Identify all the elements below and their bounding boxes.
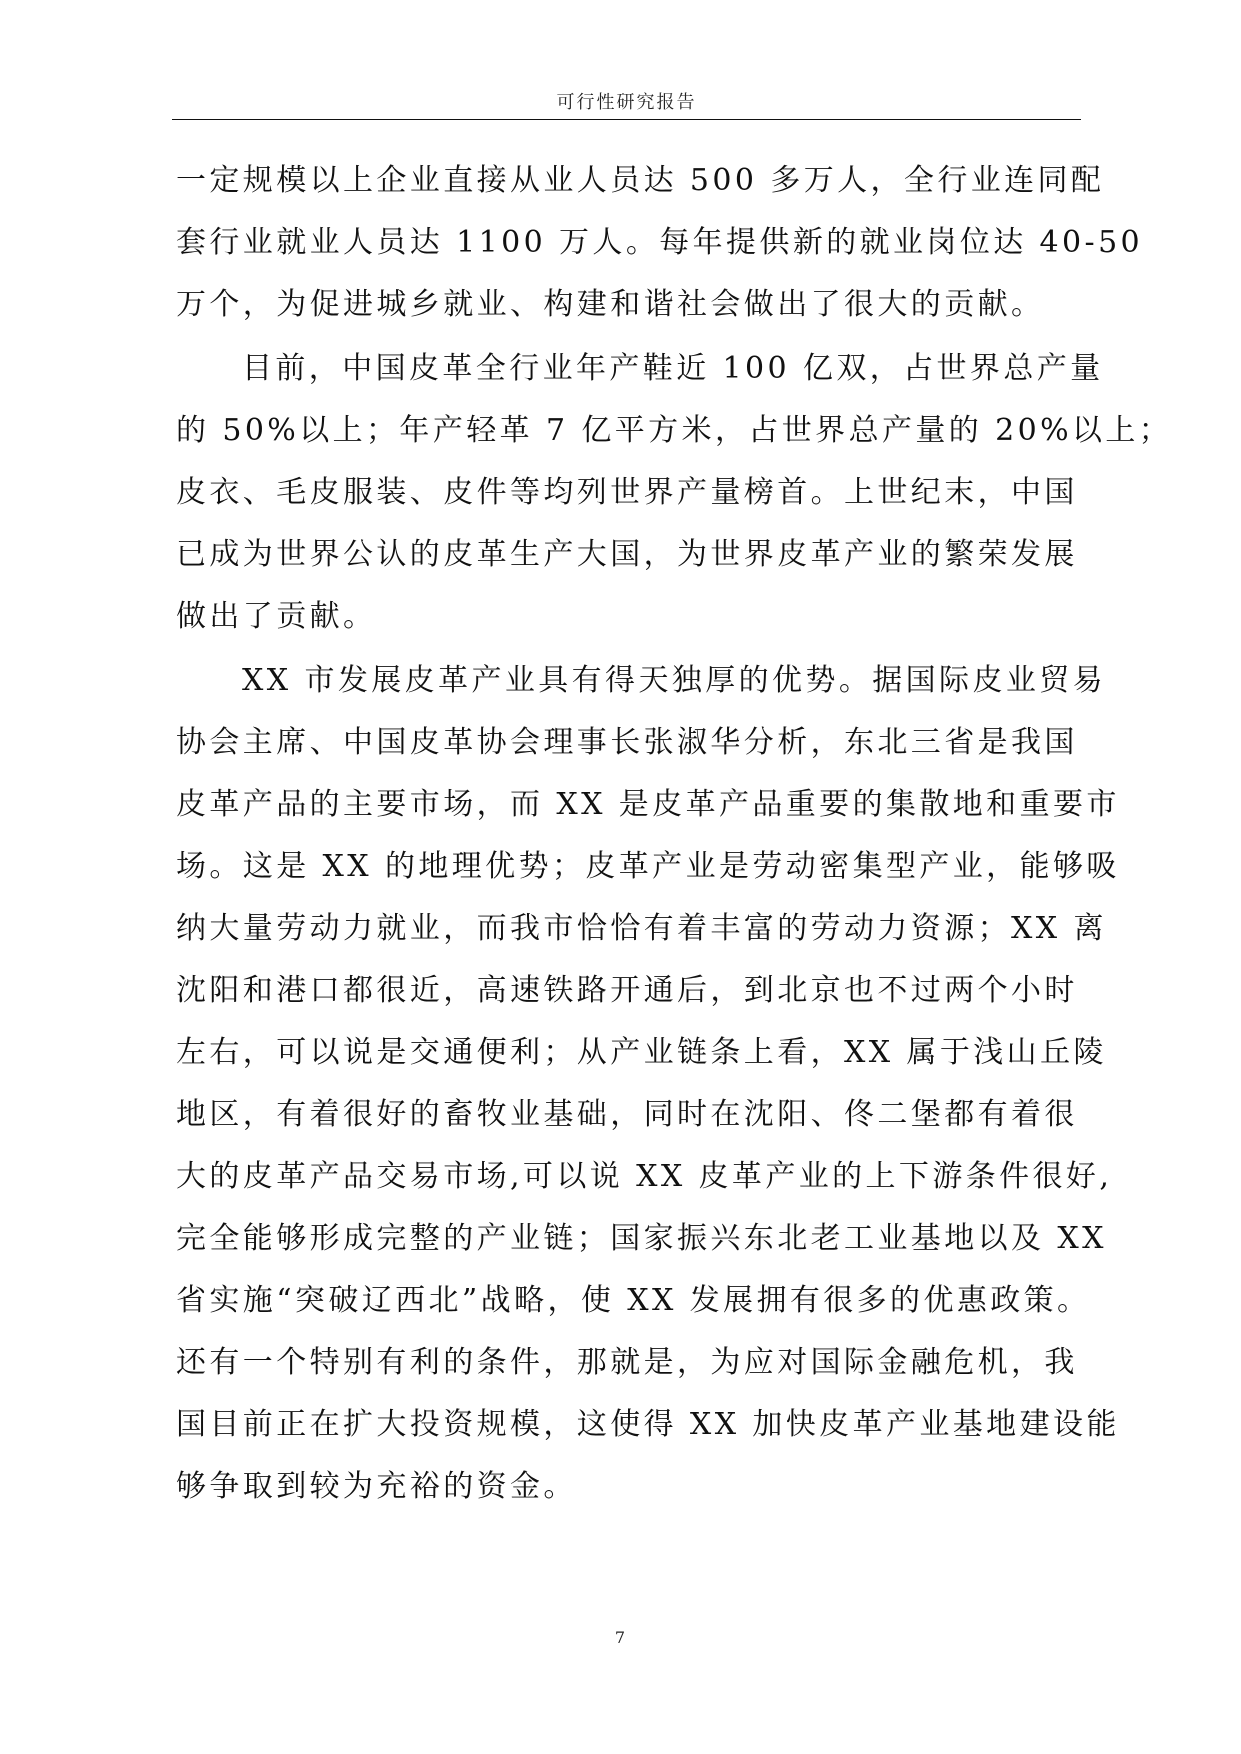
paragraph-3 (176, 650, 1120, 1518)
paragraph-2 (176, 338, 1173, 648)
page-number: 7 (614, 1628, 626, 1647)
text-line: 够争取到较为充裕的资金。 (176, 1469, 577, 1504)
text-line: 场。这是 XX 的地理优势；皮革产业是劳动密集型产业，能够吸 (176, 849, 1120, 884)
text-line: 左右，可以说是交通便利；从产业链条上看，XX 属于浅山丘陵 (176, 1035, 1107, 1070)
text-line: 完全能够形成完整的产业链；国家振兴东北老工业基地以及 XX (176, 1221, 1107, 1256)
paragraph-1 (176, 150, 1144, 336)
text-line: 皮革产品的主要市场，而 XX 是皮革产品重要的集散地和重要市 (176, 787, 1120, 822)
page-header-title: 可行性研究报告 (556, 92, 697, 113)
text-line: 地区，有着很好的畜牧业基础，同时在沈阳、佟二堡都有着很 (176, 1097, 1078, 1132)
body-text (176, 150, 1173, 1518)
text-line: XX 市发展皮革产业具有得天独厚的优势。据国际皮业贸易 (242, 663, 1107, 698)
text-line: 大的皮革产品交易市场,可以说 XX 皮革产业的上下游条件很好, (176, 1159, 1113, 1194)
text-line: 的 50%以上；年产轻革 7 亿平方米，占世界总产量的 20%以上； (176, 413, 1173, 448)
text-line: 套行业就业人员达 1100 万人。每年提供新的就业岗位达 40-50 (176, 225, 1144, 260)
text-line: 皮衣、毛皮服装、皮件等均列世界产量榜首。上世纪末，中国 (176, 475, 1078, 510)
header-divider (172, 119, 1081, 120)
text-line: 纳大量劳动力就业，而我市恰恰有着丰富的劳动力资源；XX 离 (176, 911, 1107, 946)
text-line: 国目前正在扩大投资规模，这使得 XX 加快皮革产业基地建设能 (176, 1407, 1120, 1442)
text-line: 沈阳和港口都很近，高速铁路开通后，到北京也不过两个小时 (176, 973, 1078, 1008)
text-line: 万个，为促进城乡就业、构建和谐社会做出了很大的贡献。 (176, 287, 1045, 322)
text-line: 协会主席、中国皮革协会理事长张淑华分析，东北三省是我国 (176, 725, 1078, 760)
text-line: 已成为世界公认的皮革生产大国，为世界皮革产业的繁荣发展 (176, 537, 1078, 572)
text-line: 还有一个特别有利的条件，那就是，为应对国际金融危机，我 (176, 1345, 1078, 1380)
text-line: 做出了贡献。 (176, 599, 377, 634)
text-line: 目前，中国皮革全行业年产鞋近 100 亿双，占世界总产量 (242, 351, 1104, 386)
text-line: 一定规模以上企业直接从业人员达 500 多万人，全行业连同配 (176, 163, 1105, 198)
text-line: 省实施“突破辽西北”战略，使 XX 发展拥有很多的优惠政策。 (176, 1283, 1091, 1318)
